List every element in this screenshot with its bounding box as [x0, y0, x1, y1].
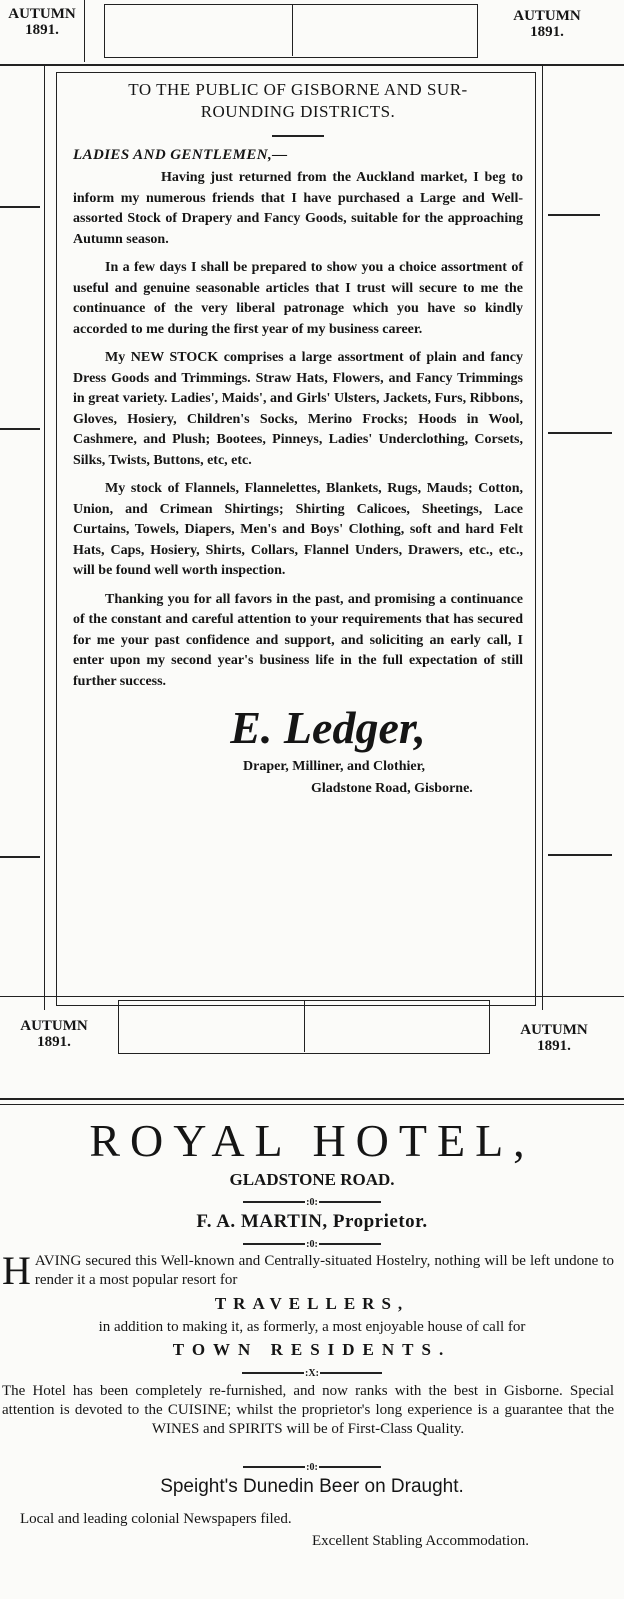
left-side-rule: [44, 66, 45, 1010]
royal-stabling-line: Excellent Stabling Accommodation.: [312, 1533, 530, 1549]
ledger-paragraph: Having just returned from the Auckland market, I beg to inform my numerous friends that I have purchased a Large and Well-assorted Stock of Drapery and Fancy Goods, suitable for the approaching Autumn season.: [73, 170, 523, 247]
ledger-heading: TO THE PUBLIC OF GISBORNE AND SUR- ROUNDING DISTRICTS.: [128, 80, 468, 121]
header-rule: [0, 64, 624, 66]
side-tick: [0, 206, 40, 208]
royal-proprietor: F. A. MARTIN, Proprietor.: [196, 1211, 428, 1232]
royal-refurb-text: The Hotel has been completely re-furnished, and now ranks with the best in Gisborne. Special attention is devoted to the CUISINE; whilst the proprietor's long experience is a guarantee that the WINES and SPIRITS will be of First-Class Quality.: [2, 1383, 614, 1437]
royal-beer-line: Speight's Dunedin Beer on Draught.: [160, 1476, 464, 1497]
royal-hotel-advertisement: [0, 1112, 624, 1599]
footer-bottom-rule-2: [0, 1104, 624, 1105]
side-tick: [0, 428, 40, 430]
right-side-rule: [542, 66, 543, 1010]
header-autumn-left-year: 1891.: [25, 22, 59, 38]
ledger-title-line: Draper, Milliner, and Clothier,: [243, 759, 426, 774]
ornament-rule: :X:: [232, 1366, 392, 1380]
side-tick: [548, 854, 612, 856]
ledger-paragraph: My NEW STOCK comprises a large assortment of plain and fancy Dress Goods and Trimmings. Straw Hats, Flowers, and Fancy Trimmings in great variety. Ladies', Maids', and Girls' Ulsters, Jackets, Furs, Ribbons, Gloves, Hosiery, Children's Socks, Merino Frocks; Hoods in Wool, Cashmere, and Plush; Bootees, Pinneys, Ladies' Underclothing, Corsets, Silks, Twists, Buttons, etc, etc.: [73, 350, 523, 468]
header-box-divider: [292, 4, 293, 56]
royal-newspapers-line: Local and leading colonial Newspapers filed.: [20, 1511, 292, 1527]
royal-dropcap: H: [2, 1248, 31, 1293]
footer-box-divider: [304, 1000, 305, 1052]
footer-bottom-rule: [0, 1098, 624, 1100]
footer-top-rule: [0, 996, 624, 997]
footer-autumn-left: [14, 1018, 94, 1050]
royal-house-line: in addition to making it, as formerly, a most enjoyable house of call for: [98, 1319, 526, 1335]
footer-autumn-left-label: AUTUMN: [20, 1018, 88, 1034]
header-empty-box: [104, 4, 478, 58]
ledger-signature: E. Ledger,: [230, 702, 426, 753]
royal-travellers: TRAVELLERS,: [214, 1294, 410, 1313]
ledger-advertisement: [56, 72, 536, 1006]
heading-rule: [272, 135, 324, 137]
header-autumn-right-year: 1891.: [530, 24, 564, 40]
ornament-rule: :0:: [232, 1237, 392, 1251]
royal-subtitle: GLADSTONE ROAD.: [229, 1170, 395, 1189]
side-tick: [548, 432, 612, 434]
footer-autumn-right-year: 1891.: [537, 1038, 571, 1054]
side-tick: [0, 856, 40, 858]
ledger-address-line: Gladstone Road, Gisborne.: [311, 781, 473, 796]
footer-autumn-right-label: AUTUMN: [520, 1022, 588, 1038]
header-autumn-left-label: AUTUMN: [8, 6, 76, 22]
royal-town-residents: TOWN RESIDENTS.: [172, 1340, 452, 1359]
ledger-salutation: LADIES AND GENTLEMEN,—: [73, 147, 288, 163]
header-divider: [84, 0, 85, 62]
ledger-paragraph: My stock of Flannels, Flannelettes, Blankets, Rugs, Mauds; Cotton, Union, and Crimean Shirtings; Shirting Calicoes, Sheetings, Lace Curtains, Towels, Diapers, Men's and Boys' Clothing, soft and hard Felt Hats, Caps, Hosiery, Shirts, Collars, Flannel Unders, Drawers, etc., etc., will be found well worth inspection.: [73, 481, 523, 578]
ornament-rule: :0:: [232, 1195, 392, 1209]
ledger-paragraph: Thanking you for all favors in the past, and promising a continuance of the constant and careful attention to your requirements that has secured for me your past confidence and support, and soliciting an early call, I enter upon my second year's business life in the full expectation of still further success.: [73, 591, 523, 689]
ledger-paragraph: In a few days I shall be prepared to show you a choice assortment of useful and genuine seasonable articles that I trust will secure to me the continuance of the very liberal patronage which you have so kindly accorded to me during the first year of my business career.: [73, 260, 523, 337]
header-autumn-right-label: AUTUMN: [513, 8, 581, 24]
side-tick: [548, 214, 600, 216]
royal-intro: [2, 1248, 614, 1293]
footer-autumn-right: [514, 1022, 594, 1054]
ornament-rule: :0:: [232, 1460, 392, 1474]
royal-intro-text: AVING secured this Well-known and Centrally-situated Hostelry, nothing will be left undone to render it a most popular resort for: [34, 1253, 614, 1288]
footer-autumn-left-year: 1891.: [37, 1034, 71, 1050]
header-autumn-left: [4, 6, 80, 38]
header-autumn-right: [504, 8, 590, 40]
royal-title: ROYAL HOTEL,: [89, 1115, 535, 1166]
